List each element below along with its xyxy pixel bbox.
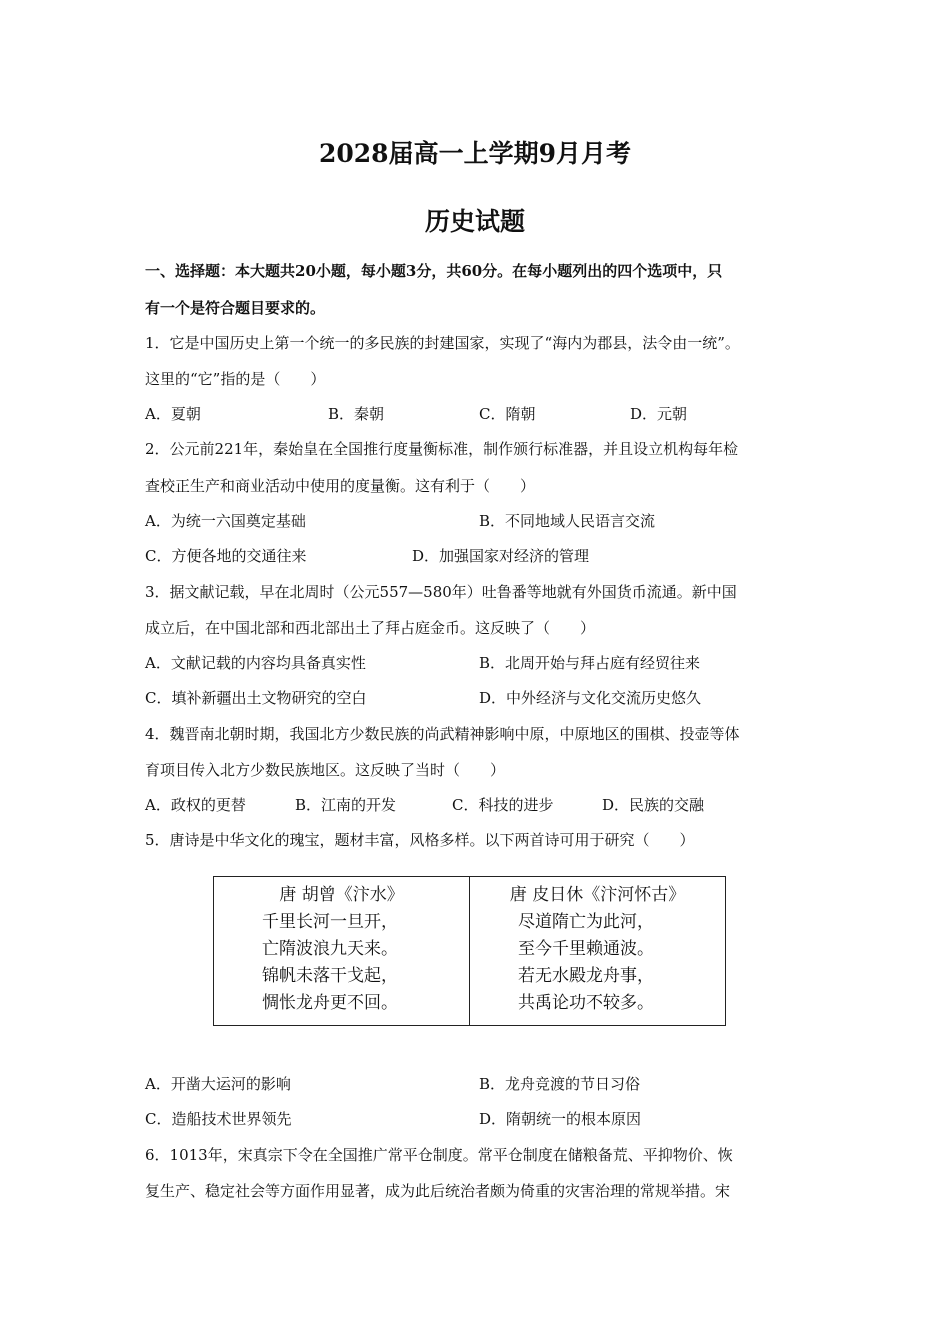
section-instruction-line2: 有一个是符合题目要求的。 <box>145 299 326 317</box>
poem-right-line: 共禹论功不较多。 <box>518 993 654 1013</box>
poem-left-line: 亡隋波浪九天来。 <box>262 939 398 959</box>
question-4-option-b: B．江南的开发 <box>295 796 397 814</box>
question-4-line2: 育项目传入北方少数民族地区。这反映了当时（ ） <box>145 761 506 779</box>
question-5-option-a: A．开凿大运河的影响 <box>145 1075 291 1093</box>
question-3-line2: 成立后，在中国北部和西北部出土了拜占庭金币。这反映了（ ） <box>145 619 596 637</box>
poem-right-line: 尽道隋亡为此河， <box>518 912 654 932</box>
question-3-line1: 3．据文献记载，早在北周时（公元557—580年）吐鲁番等地就有外国货币流通。新中国 <box>145 583 737 601</box>
question-1-line1: 1．它是中国历史上第一个统一的多民族的封建国家，实现了“海内为郡县，法令由一统”。 <box>145 334 740 352</box>
poem-left-title: 唐 胡曾《汴水》 <box>279 885 404 905</box>
question-2-line2: 查校正生产和商业活动中使用的度量衡。这有利于（ ） <box>145 477 536 495</box>
question-4-option-d: D．民族的交融 <box>602 796 705 814</box>
question-2-option-d: D．加强国家对经济的管理 <box>412 547 590 565</box>
question-3-option-b: B．北周开始与拜占庭有经贸往来 <box>479 654 701 672</box>
poem-right-title: 唐 皮日休《汴河怀古》 <box>509 885 686 905</box>
question-1-option-a: A．夏朝 <box>145 405 201 423</box>
question-6-line1: 6．1013年，宋真宗下令在全国推广常平仓制度。常平仓制度在储粮备荒、平抑物价、恢 <box>145 1146 733 1164</box>
question-4-option-c: C．科技的进步 <box>452 796 554 814</box>
question-2-line1: 2．公元前221年，秦始皇在全国推行度量衡标准，制作颁行标准器，并且设立机构每年检 <box>145 440 739 458</box>
poem-left-line: 锦帆未落干戈起， <box>262 966 398 986</box>
poem-table <box>213 876 726 1026</box>
question-1-option-d: D．元朝 <box>630 405 688 423</box>
question-2-option-b: B．不同地域人民语言交流 <box>479 512 656 530</box>
question-5-option-d: D．隋朝统一的根本原因 <box>479 1110 642 1128</box>
question-4-line1: 4．魏晋南北朝时期，我国北方少数民族的尚武精神影响中原，中原地区的围棋、投壶等体 <box>145 725 740 743</box>
question-3-option-d: D．中外经济与文化交流历史悠久 <box>479 689 702 707</box>
exam-title: 2028届高一上学期9月月考 <box>319 139 631 168</box>
poem-right <box>469 877 725 1025</box>
section-instruction-line1: 一、选择题：本大题共20小题，每小题3分，共60分。在每小题列出的四个选项中，只 <box>145 262 723 280</box>
question-5-option-c: C．造船技术世界领先 <box>145 1110 292 1128</box>
question-1-option-c: C．隋朝 <box>479 405 536 423</box>
question-3-option-c: C．填补新疆出土文物研究的空白 <box>145 689 367 707</box>
poem-left-line: 千里长河一旦开， <box>262 912 398 932</box>
question-2-option-a: A．为统一六国奠定基础 <box>145 512 306 530</box>
poem-left <box>214 877 469 1025</box>
question-5-option-b: B．龙舟竞渡的节日习俗 <box>479 1075 641 1093</box>
poem-right-line: 至今千里赖通波。 <box>518 939 654 959</box>
question-1-line2: 这里的“它”指的是（ ） <box>145 370 326 388</box>
question-2-option-c: C．方便各地的交通往来 <box>145 547 307 565</box>
question-6-line2: 复生产、稳定社会等方面作用显著，成为此后统治者颇为倚重的灾害治理的常规举措。宋 <box>145 1182 731 1200</box>
exam-subtitle: 历史试题 <box>424 207 525 236</box>
question-3-option-a: A．文献记载的内容均具备真实性 <box>145 654 366 672</box>
question-5-line1: 5．唐诗是中华文化的瑰宝，题材丰富，风格多样。以下两首诗可用于研究（ ） <box>145 831 695 849</box>
poem-right-line: 若无水殿龙舟事， <box>518 966 654 986</box>
poem-left-line: 惆怅龙舟更不回。 <box>262 993 398 1013</box>
question-1-option-b: B．秦朝 <box>328 405 385 423</box>
question-4-option-a: A．政权的更替 <box>145 796 246 814</box>
